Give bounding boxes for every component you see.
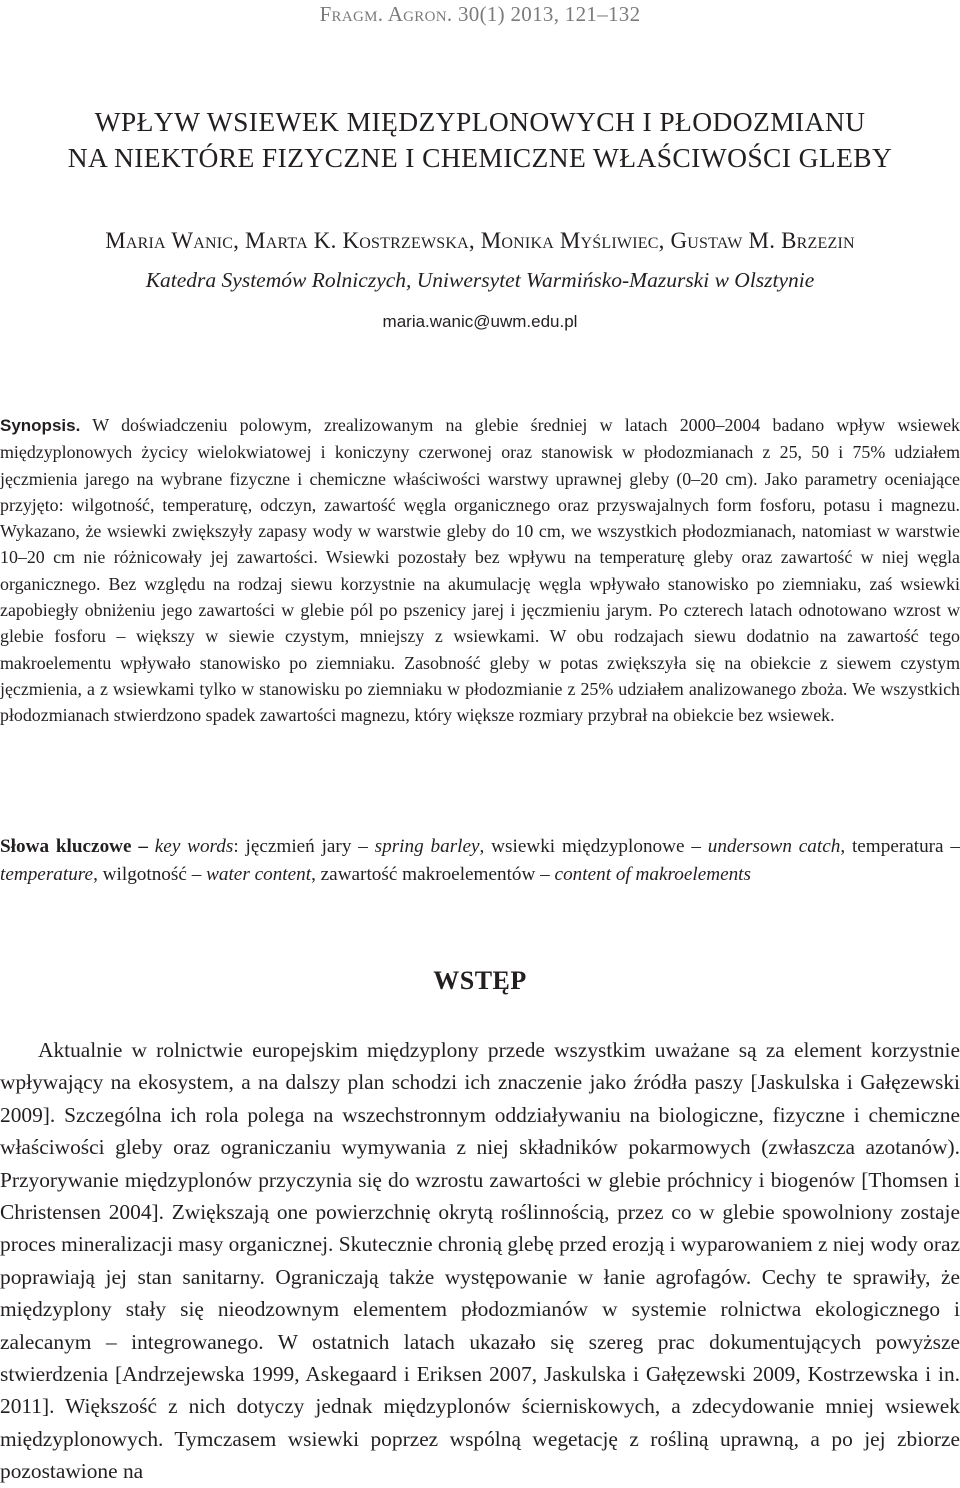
synopsis-text: W doświadczeniu polowym, zrealizowanym na glebie średniej w latach 2000–2004 badano wpływ wsiewek międzyplonowych życicy wielokwiatowej i koniczyny czerwonej oraz stanowisk w płodozmianach z 25, 50 i 75% udziałem jęczmienia jarego na wybrane fizyczne i chemiczne właściwości warstwy uprawnej gleby (0–20 cm). Jako parametry oceniające przyjęto: wilgotność, temperaturę, odczyn, zawartość węgla organicznego oraz przyswajalnych form fosforu, potasu i magnezu. Wykazano, że wsiewki zwiększyły zapasy wody w warstwie gleby do 10 cm, we wszystkich płodozmianach, natomiast w warstwie 10–20 cm nie różnicowały jej zawartości. Wsiewki pozostały bez wpływu na temperaturę gleby oraz zawartość w niej węgla organicznego. Bez względu na rodzaj siewu korzystnie na akumulację węgla wpływało stanowisko po ziemniaku, zaś wsiewki zapobiegły obniżeniu jego zawartości w glebie pól po pszenicy jarej i jęczmieniu jarym. Po czterech latach odnotowano wzrost w glebie fosforu – większy w siewie czystym, mniejszy z wsiewkami. W obu rodzajach siewu dodatnio na zawartość tego makroelementu wpływało stanowisko po ziemniaku. Zasobność gleby w potas zwiększyła się na obiekcie z siewem czystym jęczmienia, a z wsiewkami tylko w stanowisku po ziemniaku w płodozmianie z 25% udziałem analizowanego zboża. We wszystkich płodozmianach stwierdzono spadek zawartości magnezu, który większe rozmiary przybrał na obiekcie bez wsiewek. [0, 415, 960, 726]
keyword-en: content of makroelements [554, 864, 751, 885]
keyword-en: water content [206, 864, 312, 885]
keywords-label: Słowa kluczowe [0, 836, 132, 857]
article-title-line-1: WPŁYW WSIEWEK MIĘDZYPLONOWYCH I PŁODOZMIANU [94, 106, 866, 137]
affiliation: Katedra Systemów Rolniczych, Uniwersytet Warmińsko-Mazurski w Olsztynie [145, 268, 815, 292]
synopsis-label: Synopsis. [0, 416, 81, 435]
keyword-en: temperature [0, 864, 94, 885]
keyword-pl: wsiewki międzyplonowe [491, 836, 685, 857]
keyword-en: undersown catch [707, 836, 841, 857]
running-head: Fragm. Agron. 30(1) 2013, 121–132 [319, 2, 641, 26]
keyword-pl: zawartość makroelementów [320, 864, 536, 885]
keywords-colon: : [233, 836, 246, 857]
keywords-label-en: key words [154, 836, 234, 857]
introduction-paragraph: Aktualnie w rolnictwie europejskim międzyplony przede wszystkim uważane są za element korzystnie wpływający na ekosystem, a na dalszy plan schodzi ich znaczenie jako źródła paszy [Jaskulska i Gałęzewski 2009]. Szczególna ich rola polega na wszechstronnym oddziaływaniu na biologiczne, fizyczne i chemiczne właściwości gleby oraz ograniczaniu wymywania z niej składników pokarmowych (zwłaszcza azotanów). Przyorywanie międzyplonów przyczynia się do wzrostu zawartości w glebie próchnicy i biogenów [Thomsen i Christensen 2004]. Zwiększają one powierzchnię okrytą roślinnością, przez co w glebie spowolniony zostaje proces mineralizacji masy organicznej. Skutecznie chronią glebę przed erozją i wyparowaniem z niej wody oraz poprawiają jej stan sanitarny. Ograniczają także występowanie w łanie agrofagów. Cechy te sprawiły, że międzyplony stały się nieodzownym elementem płodozmianów w systemie rolnictwa ekologicznego i zalecanym – integrowanego. W ostatnich latach ukazało się szereg prac dokumentujących powyższe stwierdzenia [Andrzejewska 1999, Askegaard i Eriksen 2007, Jaskulska i Gałęzewski 2009, Kostrzewska i in. 2011]. Większość z nich dotyczy jednak międzyplonów ścierniskowych, a zdecydowanie mniej wsiewek międzyplonowych. Tymczasem wsiewki poprzez wspólną wegetację z rośliną uprawną, a po jej zbiorze pozostawione na [0, 1038, 960, 1484]
keyword-pl: wilgotność [102, 864, 187, 885]
keyword-pl: jęczmień jary [245, 836, 352, 857]
article-title [0, 104, 960, 176]
article-title-line-2: NA NIEKTÓRE FIZYCZNE I CHEMICZNE WŁAŚCIWOŚCI GLEBY [67, 142, 893, 173]
keyword-pl: temperatura [851, 836, 944, 857]
synopsis-paragraph [0, 412, 960, 729]
keywords-separator: – [131, 836, 155, 857]
keywords-paragraph: Słowa kluczowe – key words: jęczmień jary – spring barley, wsiewki międzyplonowe – undersown catch, temperatura – temperature, wilgotność – water content, zawartość makroelementów – content of makroelements [0, 836, 960, 885]
keyword-en: spring barley [374, 836, 480, 857]
author-email: maria.wanic@uwm.edu.pl [382, 312, 578, 331]
section-heading-introduction: WSTĘP [433, 966, 527, 995]
author-list: Maria Wanic, Marta K. Kostrzewska, Monika Myśliwiec, Gustaw M. Brzezin [105, 228, 855, 253]
